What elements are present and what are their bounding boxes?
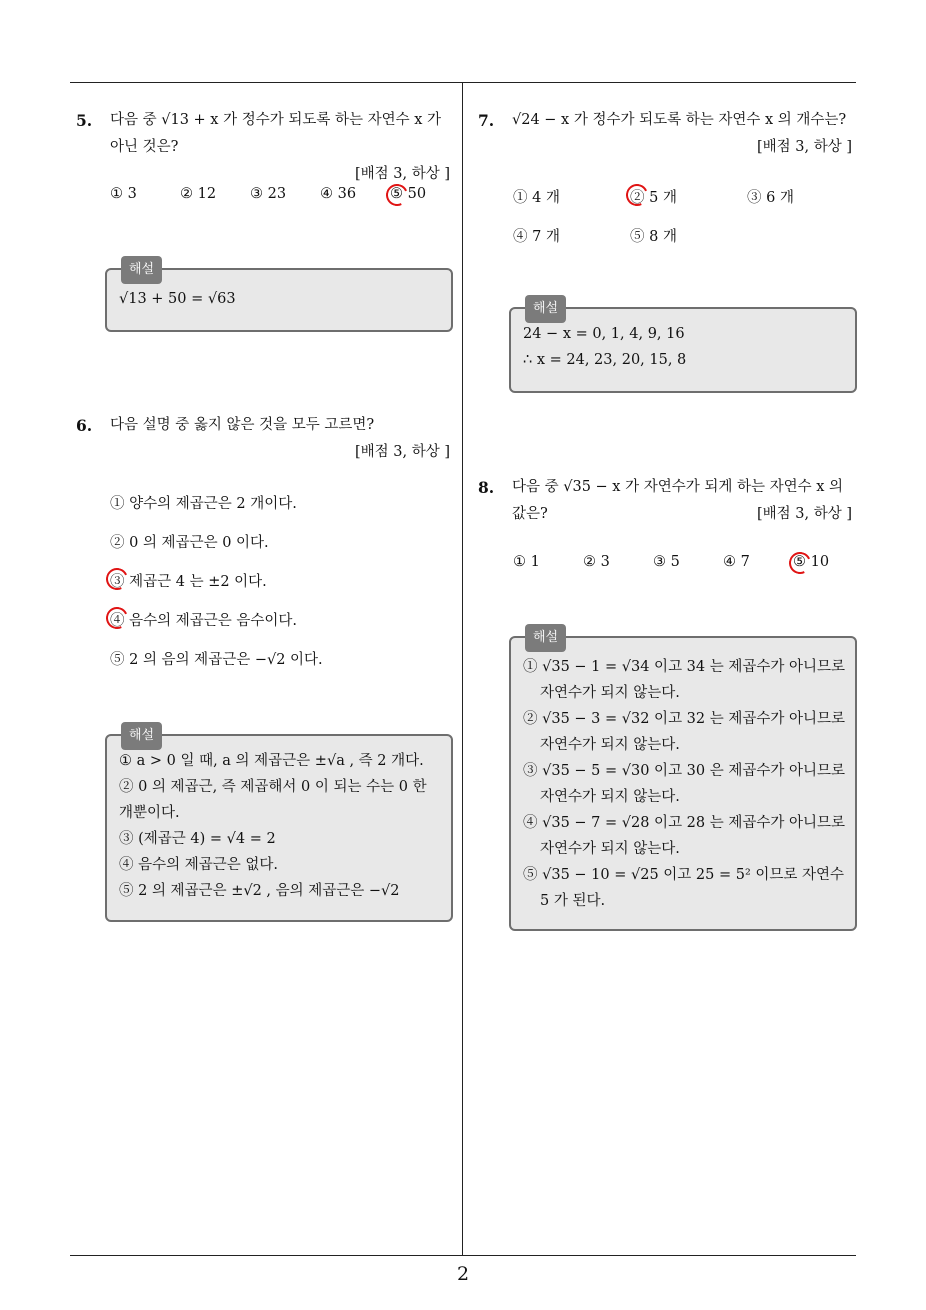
solution-line: 자연수가 되지 않는다.	[540, 737, 680, 753]
question-text: √24 − x 가 정수가 되도록 하는 자연수 x 의 개수는?	[512, 112, 847, 128]
solution-line: ② 0 의 제곱근, 즉 제곱해서 0 이 되는 수는 0 한	[119, 779, 427, 795]
solution-line: 24 − x = 0, 1, 4, 9, 16	[523, 326, 685, 342]
question-8	[478, 474, 858, 528]
question-6	[76, 412, 456, 466]
question-text: 다음 중 √13 + x 가 정수가 되도록 하는 자연수 x 가 아닌 것은?	[110, 112, 442, 155]
option-3[interactable]: ③ 제곱근 4 는 ±2 이다.	[110, 574, 267, 590]
solution-line: ⑤ √35 − 10 = √25 이고 25 = 5² 이므로 자연수	[523, 867, 845, 883]
solution-line: ③ (제곱근 4) = √4 = 2	[119, 831, 276, 847]
solution-line: ① √35 − 1 = √34 이고 34 는 제곱수가 아니므로	[523, 659, 846, 675]
solution-line: ⑤ 2 의 제곱근은 ±√2 , 음의 제곱근은 −√2	[119, 883, 400, 899]
column-divider	[462, 82, 463, 1256]
option-3[interactable]: ③ 5	[653, 554, 680, 570]
solution-line: ∴ x = 24, 23, 20, 15, 8	[523, 352, 687, 368]
question-5	[76, 107, 456, 188]
question-meta: [배점 3, 하상 ]	[354, 166, 450, 182]
option-4[interactable]: ④ 7 개	[513, 229, 560, 245]
solution-tag: 해설	[121, 256, 162, 284]
question-number: 6.	[76, 416, 93, 435]
option-5[interactable]: ⑤ 50	[390, 186, 427, 202]
solution-tag: 해설	[525, 624, 566, 652]
solution-q8	[509, 630, 857, 931]
option-4[interactable]: ④ 음수의 제곱근은 음수이다.	[110, 613, 298, 629]
option-1[interactable]: ① 1	[513, 554, 540, 570]
solution-line: ③ √35 − 5 = √30 이고 30 은 제곱수가 아니므로	[523, 763, 846, 779]
solution-line: ② √35 − 3 = √32 이고 32 는 제곱수가 아니므로	[523, 711, 846, 727]
question-meta: [배점 3, 하상 ]	[756, 139, 852, 155]
option-1[interactable]: ① 양수의 제곱근은 2 개이다.	[110, 496, 297, 512]
option-3[interactable]: ③ 23	[250, 186, 287, 202]
solution-line: ④ 음수의 제곱근은 없다.	[119, 857, 278, 873]
solution-q6	[105, 728, 453, 922]
solution-tag: 해설	[525, 295, 566, 323]
question-number: 5.	[76, 111, 93, 130]
question-number: 8.	[478, 478, 495, 497]
option-4[interactable]: ④ 7	[723, 554, 750, 570]
top-rule	[70, 82, 856, 83]
solution-tag: 해설	[121, 722, 162, 750]
option-2[interactable]: ② 0 의 제곱근은 0 이다.	[110, 535, 269, 551]
bottom-rule	[70, 1255, 856, 1256]
question-text: 다음 설명 중 옳지 않은 것을 모두 고르면?	[110, 417, 375, 433]
question-number: 7.	[478, 111, 495, 130]
option-2[interactable]: ② 12	[180, 186, 217, 202]
solution-line: 자연수가 되지 않는다.	[540, 685, 680, 701]
question-meta: [배점 3, 하상 ]	[354, 444, 450, 460]
option-4[interactable]: ④ 36	[320, 186, 357, 202]
page-number: 2	[456, 1263, 470, 1285]
option-5[interactable]: ⑤ 8 개	[630, 229, 677, 245]
solution-line: 자연수가 되지 않는다.	[540, 789, 680, 805]
question-7	[478, 107, 858, 161]
option-1[interactable]: ① 3	[110, 186, 137, 202]
option-2[interactable]: ② 5 개	[630, 190, 677, 206]
option-5[interactable]: ⑤ 10	[793, 554, 830, 570]
solution-line: ④ √35 − 7 = √28 이고 28 는 제곱수가 아니므로	[523, 815, 846, 831]
option-3[interactable]: ③ 6 개	[747, 190, 794, 206]
solution-q7	[509, 301, 857, 393]
option-1[interactable]: ① 4 개	[513, 190, 560, 206]
solution-line: 5 가 된다.	[540, 893, 606, 909]
solution-line: √13 + 50 = √63	[119, 291, 236, 307]
option-2[interactable]: ② 3	[583, 554, 610, 570]
question-text: 다음 중 √35 − x 가 자연수가 되게 하는 자연수 x 의 값은?	[512, 479, 844, 522]
solution-line: 개뿐이다.	[119, 805, 180, 821]
option-5[interactable]: ⑤ 2 의 음의 제곱근은 −√2 이다.	[110, 652, 323, 668]
solution-line: ① a > 0 일 때, a 의 제곱근은 ±√a , 즉 2 개다.	[119, 753, 424, 769]
question-meta: [배점 3, 하상 ]	[756, 506, 852, 522]
solution-q5	[105, 262, 453, 332]
solution-line: 자연수가 되지 않는다.	[540, 841, 680, 857]
